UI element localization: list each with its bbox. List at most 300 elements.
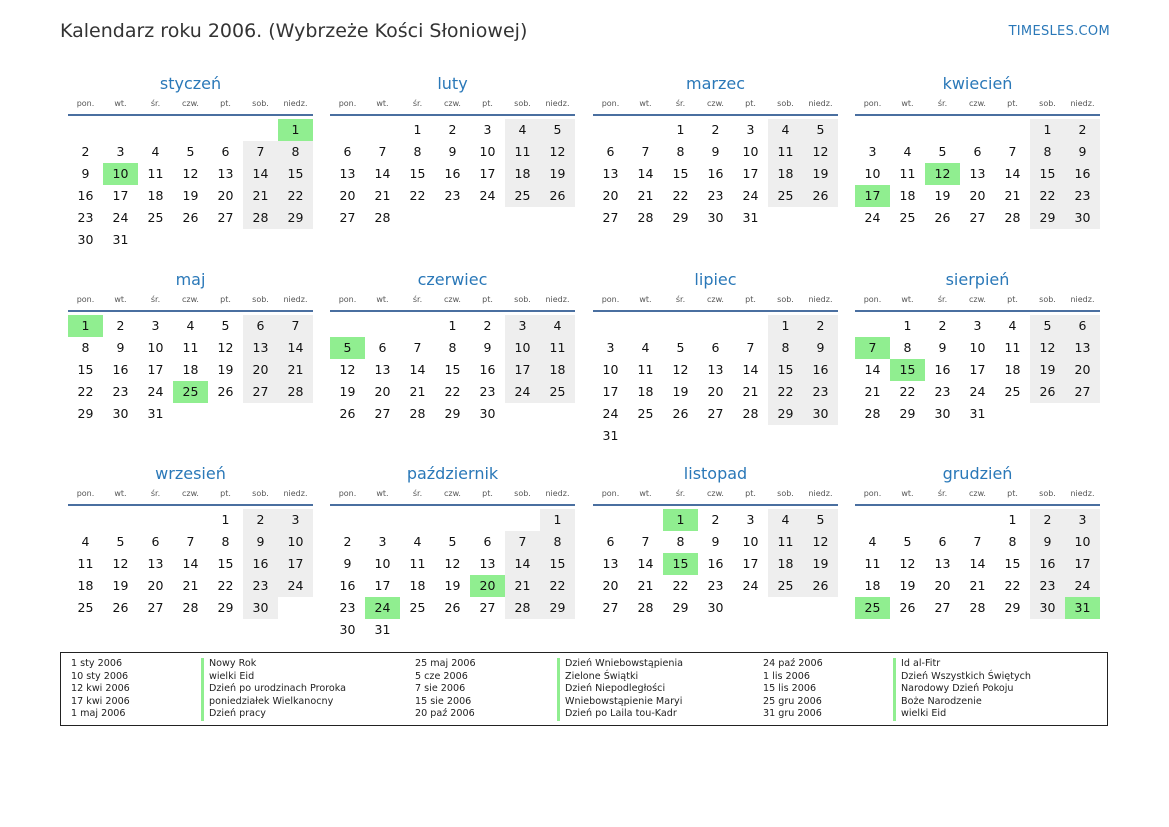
- empty-cell: [470, 207, 505, 229]
- day-cell: 13: [147, 556, 164, 571]
- week-row: [68, 403, 313, 425]
- weekday-label: pt.: [482, 489, 493, 498]
- day-cell: 7: [746, 340, 755, 355]
- day-cell: 20: [243, 359, 278, 381]
- day-cell: 27: [374, 406, 391, 421]
- empty-cell: [1030, 403, 1065, 425]
- empty-cell: [103, 119, 138, 141]
- day-cell: 26: [339, 406, 356, 421]
- day-cell: 27: [969, 210, 986, 225]
- weekday-label: śr.: [412, 99, 423, 108]
- week-row: [593, 597, 838, 619]
- week-row: [330, 381, 575, 403]
- weekday-label: sob.: [1039, 295, 1056, 304]
- day-cell: 29: [768, 403, 803, 425]
- day-cell: 5: [540, 119, 575, 141]
- day-cell: 24: [147, 384, 164, 399]
- week-row: [593, 403, 838, 425]
- day-cell: 4: [768, 509, 803, 531]
- week-row: [593, 381, 838, 403]
- day-cell: 18: [864, 578, 881, 593]
- month-block: [68, 270, 313, 425]
- day-cell: 13: [1065, 337, 1100, 359]
- day-cell: 10: [602, 362, 619, 377]
- empty-cell: [505, 403, 540, 425]
- day-cell: 30: [479, 406, 496, 421]
- day-cell: 19: [1030, 359, 1065, 381]
- weekday-label: niedz.: [545, 295, 570, 304]
- day-cell: 6: [343, 144, 352, 159]
- day-cell: 2: [116, 318, 125, 333]
- day-cell: 2: [803, 315, 838, 337]
- day-cell: 8: [903, 340, 912, 355]
- day-cell: 25: [899, 210, 916, 225]
- day-cell: 24: [742, 188, 759, 203]
- legend-holiday-name: Narodowy Dzień Pokoju: [901, 683, 1014, 695]
- day-cell: 3: [746, 122, 755, 137]
- weekday-label: pt.: [745, 295, 756, 304]
- day-cell: 30: [1065, 207, 1100, 229]
- day-cell: 16: [803, 359, 838, 381]
- day-cell: 22: [1004, 578, 1021, 593]
- holiday-day-cell: 15: [663, 553, 698, 575]
- day-cell: 1: [221, 512, 230, 527]
- day-cell: 29: [1030, 207, 1065, 229]
- empty-cell: [208, 229, 243, 251]
- weekday-header: [68, 98, 313, 116]
- day-cell: 23: [339, 600, 356, 615]
- empty-cell: [855, 119, 890, 141]
- day-cell: 3: [151, 318, 160, 333]
- empty-cell: [663, 315, 698, 337]
- week-row: [855, 531, 1100, 553]
- day-cell: 19: [672, 384, 689, 399]
- day-cell: 23: [243, 575, 278, 597]
- legend-holiday-name: Dzień po urodzinach Proroka: [209, 683, 347, 695]
- weekday-label: sob.: [514, 99, 531, 108]
- weekday-label: czw.: [707, 99, 724, 108]
- empty-cell: [208, 403, 243, 425]
- empty-cell: [505, 619, 540, 641]
- day-cell: 22: [899, 384, 916, 399]
- month-block: [68, 74, 313, 251]
- weekday-label: pon.: [76, 295, 95, 304]
- day-cell: 4: [81, 534, 90, 549]
- month-name: październik: [406, 464, 499, 483]
- day-cell: 11: [864, 556, 881, 571]
- holiday-day-cell: 25: [855, 597, 890, 619]
- month-block: [68, 464, 313, 619]
- day-cell: 31: [374, 622, 391, 637]
- weekday-header: [855, 294, 1100, 312]
- weekday-label: pon.: [601, 99, 620, 108]
- empty-cell: [803, 207, 838, 229]
- weekday-label: wt.: [901, 489, 914, 498]
- week-row: [593, 337, 838, 359]
- day-cell: 10: [1065, 531, 1100, 553]
- page-title: Kalendarz roku 2006. (Wybrzeże Kości Słoniowej): [60, 20, 528, 42]
- day-cell: 23: [479, 384, 496, 399]
- day-cell: 30: [112, 406, 129, 421]
- weekday-label: pt.: [1007, 99, 1018, 108]
- day-cell: 1: [768, 315, 803, 337]
- day-cell: 26: [217, 384, 234, 399]
- day-cell: 11: [505, 141, 540, 163]
- day-cell: 26: [1030, 381, 1065, 403]
- day-cell: 12: [540, 141, 575, 163]
- holiday-day-cell: 1: [68, 315, 103, 337]
- day-cell: 13: [374, 362, 391, 377]
- day-cell: 8: [768, 337, 803, 359]
- empty-cell: [628, 119, 663, 141]
- weekday-label: pt.: [220, 99, 231, 108]
- day-cell: 8: [676, 534, 685, 549]
- empty-cell: [365, 509, 400, 531]
- day-cell: 6: [151, 534, 160, 549]
- day-cell: 16: [707, 166, 724, 181]
- week-row: [855, 597, 1100, 619]
- weekday-label: pon.: [863, 489, 882, 498]
- day-cell: 4: [768, 119, 803, 141]
- day-cell: 14: [864, 362, 881, 377]
- empty-cell: [278, 597, 313, 619]
- brand-link[interactable]: TIMESLES.COM: [1008, 24, 1110, 39]
- day-cell: 8: [1030, 141, 1065, 163]
- empty-cell: [925, 509, 960, 531]
- month-block: [855, 464, 1100, 619]
- week-row: [68, 509, 313, 531]
- empty-cell: [593, 119, 628, 141]
- day-cell: 3: [868, 144, 877, 159]
- day-cell: 21: [637, 578, 654, 593]
- week-row: [330, 531, 575, 553]
- day-cell: 24: [742, 578, 759, 593]
- day-cell: 11: [768, 141, 803, 163]
- week-row: [855, 185, 1100, 207]
- legend-holiday-name: Nowy Rok: [209, 658, 257, 669]
- day-cell: 2: [1030, 509, 1065, 531]
- week-row: [68, 531, 313, 553]
- legend-date: 20 paź 2006: [415, 708, 475, 720]
- month-name: marzec: [685, 74, 745, 93]
- day-cell: 23: [707, 578, 724, 593]
- weekday-label: czw.: [969, 99, 986, 108]
- day-cell: 16: [934, 362, 951, 377]
- empty-cell: [68, 119, 103, 141]
- month-name: czerwiec: [417, 270, 488, 289]
- weekday-label: śr.: [675, 295, 686, 304]
- day-cell: 21: [505, 575, 540, 597]
- day-cell: 21: [864, 384, 881, 399]
- week-row: [68, 359, 313, 381]
- weekday-label: sob.: [252, 99, 269, 108]
- day-cell: 3: [973, 318, 982, 333]
- day-cell: 12: [182, 166, 199, 181]
- day-cell: 24: [479, 188, 496, 203]
- week-row: [68, 207, 313, 229]
- weekday-label: pon.: [338, 295, 357, 304]
- legend-holiday-name: Id al-Fitr: [901, 658, 941, 669]
- empty-cell: [505, 509, 540, 531]
- day-cell: 18: [768, 163, 803, 185]
- day-cell: 28: [374, 210, 391, 225]
- day-cell: 9: [448, 144, 457, 159]
- week-row: [330, 119, 575, 141]
- weekday-label: sob.: [777, 489, 794, 498]
- day-cell: 2: [711, 512, 720, 527]
- day-cell: 7: [641, 144, 650, 159]
- day-cell: 20: [707, 384, 724, 399]
- day-cell: 4: [1008, 318, 1017, 333]
- weekday-label: wt.: [376, 489, 389, 498]
- weekday-label: sob.: [777, 295, 794, 304]
- day-cell: 24: [112, 210, 129, 225]
- day-cell: 6: [606, 534, 615, 549]
- weekday-label: pt.: [482, 295, 493, 304]
- day-cell: 31: [602, 428, 619, 443]
- day-cell: 20: [217, 188, 234, 203]
- day-cell: 1: [1008, 512, 1017, 527]
- empty-cell: [400, 619, 435, 641]
- week-row: [593, 359, 838, 381]
- day-cell: 16: [479, 362, 496, 377]
- empty-cell: [173, 119, 208, 141]
- day-cell: 13: [217, 166, 234, 181]
- month-block: [593, 464, 838, 619]
- day-cell: 14: [637, 166, 654, 181]
- day-cell: 26: [444, 600, 461, 615]
- day-cell: 16: [112, 362, 129, 377]
- day-cell: 10: [969, 340, 986, 355]
- weekday-label: czw.: [444, 99, 461, 108]
- day-cell: 21: [742, 384, 759, 399]
- weekday-label: pt.: [220, 489, 231, 498]
- day-cell: 22: [672, 578, 689, 593]
- day-cell: 17: [505, 359, 540, 381]
- day-cell: 18: [409, 578, 426, 593]
- day-cell: 18: [147, 188, 164, 203]
- day-cell: 11: [768, 531, 803, 553]
- day-cell: 11: [77, 556, 94, 571]
- week-row: [855, 575, 1100, 597]
- empty-cell: [890, 119, 925, 141]
- weekday-label: sob.: [1039, 489, 1056, 498]
- week-row: [593, 315, 838, 337]
- legend-holiday-name: Boże Narodzenie: [901, 695, 982, 707]
- empty-cell: [278, 229, 313, 251]
- day-cell: 12: [339, 362, 356, 377]
- day-cell: 16: [77, 188, 94, 203]
- day-cell: 21: [409, 384, 426, 399]
- weekday-label: sob.: [252, 295, 269, 304]
- day-cell: 5: [448, 534, 457, 549]
- day-cell: 19: [540, 163, 575, 185]
- weekday-label: niedz.: [545, 489, 570, 498]
- weekday-label: pon.: [601, 295, 620, 304]
- day-cell: 10: [742, 144, 759, 159]
- day-cell: 5: [221, 318, 230, 333]
- legend-date-column: [71, 658, 130, 721]
- empty-cell: [855, 509, 890, 531]
- day-cell: 22: [540, 575, 575, 597]
- weekday-label: pon.: [76, 489, 95, 498]
- day-cell: 2: [243, 509, 278, 531]
- empty-cell: [435, 509, 470, 531]
- day-cell: 23: [934, 384, 951, 399]
- legend-date: 24 paź 2006: [763, 658, 823, 669]
- empty-cell: [138, 229, 173, 251]
- day-cell: 4: [540, 315, 575, 337]
- day-cell: 9: [81, 166, 90, 181]
- weekday-label: wt.: [639, 295, 652, 304]
- day-cell: 1: [413, 122, 422, 137]
- day-cell: 1: [540, 509, 575, 531]
- week-row: [330, 185, 575, 207]
- legend-holiday-name: Dzień pracy: [209, 708, 266, 720]
- day-cell: 6: [973, 144, 982, 159]
- day-cell: 20: [1065, 359, 1100, 381]
- empty-cell: [733, 597, 768, 619]
- empty-cell: [278, 403, 313, 425]
- day-cell: 26: [803, 575, 838, 597]
- month-name: wrzesień: [155, 464, 226, 483]
- day-cell: 30: [1030, 597, 1065, 619]
- week-row: [68, 119, 313, 141]
- empty-cell: [995, 119, 1030, 141]
- day-cell: 30: [77, 232, 94, 247]
- day-cell: 15: [540, 553, 575, 575]
- weekday-label: czw.: [444, 489, 461, 498]
- day-cell: 6: [938, 534, 947, 549]
- week-row: [593, 207, 838, 229]
- weekday-label: wt.: [376, 99, 389, 108]
- day-cell: 2: [1065, 119, 1100, 141]
- day-cell: 21: [278, 359, 313, 381]
- month-name: kwiecień: [942, 74, 1013, 93]
- day-cell: 18: [637, 384, 654, 399]
- day-cell: 28: [182, 600, 199, 615]
- day-cell: 31: [112, 232, 129, 247]
- day-cell: 25: [1004, 384, 1021, 399]
- day-cell: 12: [112, 556, 129, 571]
- day-cell: 24: [1065, 575, 1100, 597]
- day-cell: 5: [1030, 315, 1065, 337]
- empty-cell: [768, 425, 803, 447]
- empty-cell: [243, 403, 278, 425]
- week-row: [330, 141, 575, 163]
- legend-date: 10 sty 2006: [71, 670, 129, 682]
- day-cell: 6: [711, 340, 720, 355]
- day-cell: 4: [641, 340, 650, 355]
- day-cell: 15: [278, 163, 313, 185]
- day-cell: 14: [374, 166, 391, 181]
- week-row: [855, 141, 1100, 163]
- day-cell: 1: [1030, 119, 1065, 141]
- weekday-label: wt.: [901, 295, 914, 304]
- day-cell: 16: [1030, 553, 1065, 575]
- legend-holiday-name: Wniebowstąpienie Maryi: [565, 695, 683, 707]
- weekday-label: śr.: [412, 489, 423, 498]
- day-cell: 2: [711, 122, 720, 137]
- month-block: [855, 270, 1100, 425]
- day-cell: 17: [112, 188, 129, 203]
- day-cell: 22: [768, 381, 803, 403]
- day-cell: 9: [711, 534, 720, 549]
- day-cell: 12: [217, 340, 234, 355]
- day-cell: 16: [707, 556, 724, 571]
- empty-cell: [173, 509, 208, 531]
- day-cell: 20: [147, 578, 164, 593]
- day-cell: 10: [864, 166, 881, 181]
- day-cell: 13: [602, 166, 619, 181]
- empty-cell: [855, 315, 890, 337]
- week-row: [330, 509, 575, 531]
- week-row: [68, 163, 313, 185]
- empty-cell: [243, 119, 278, 141]
- weekday-label: śr.: [675, 99, 686, 108]
- empty-cell: [400, 207, 435, 229]
- day-cell: 18: [505, 163, 540, 185]
- day-cell: 24: [278, 575, 313, 597]
- day-cell: 14: [505, 553, 540, 575]
- day-cell: 18: [182, 362, 199, 377]
- weekday-label: sob.: [514, 295, 531, 304]
- weekday-label: pon.: [76, 99, 95, 108]
- weekday-label: pt.: [1007, 489, 1018, 498]
- month-name: sierpień: [945, 270, 1010, 289]
- day-cell: 8: [413, 144, 422, 159]
- weekday-label: wt.: [639, 489, 652, 498]
- day-cell: 29: [540, 597, 575, 619]
- weekday-label: śr.: [150, 489, 161, 498]
- empty-cell: [138, 119, 173, 141]
- weekday-label: niedz.: [1070, 489, 1095, 498]
- empty-cell: [400, 315, 435, 337]
- legend-date: 1 sty 2006: [71, 658, 123, 669]
- day-cell: 24: [969, 384, 986, 399]
- empty-cell: [243, 229, 278, 251]
- day-cell: 15: [217, 556, 234, 571]
- weekday-label: niedz.: [808, 489, 833, 498]
- legend-date: 1 lis 2006: [763, 670, 810, 682]
- day-cell: 4: [186, 318, 195, 333]
- day-cell: 27: [217, 210, 234, 225]
- day-cell: 11: [540, 337, 575, 359]
- day-cell: 24: [602, 406, 619, 421]
- day-cell: 29: [899, 406, 916, 421]
- weekday-label: pt.: [220, 295, 231, 304]
- empty-cell: [470, 619, 505, 641]
- day-cell: 11: [147, 166, 164, 181]
- day-cell: 14: [742, 362, 759, 377]
- empty-cell: [593, 315, 628, 337]
- legend-date: 17 kwi 2006: [71, 695, 130, 707]
- week-row: [68, 381, 313, 403]
- empty-cell: [173, 403, 208, 425]
- day-cell: 29: [217, 600, 234, 615]
- legend-holiday-name: Zielone Świątki: [565, 670, 639, 682]
- day-cell: 5: [903, 534, 912, 549]
- week-row: [68, 315, 313, 337]
- day-cell: 4: [903, 144, 912, 159]
- day-cell: 26: [540, 185, 575, 207]
- weekday-label: czw.: [182, 295, 199, 304]
- day-cell: 25: [77, 600, 94, 615]
- week-row: [330, 315, 575, 337]
- legend-date: 7 sie 2006: [415, 683, 466, 695]
- day-cell: 12: [803, 531, 838, 553]
- day-cell: 7: [378, 144, 387, 159]
